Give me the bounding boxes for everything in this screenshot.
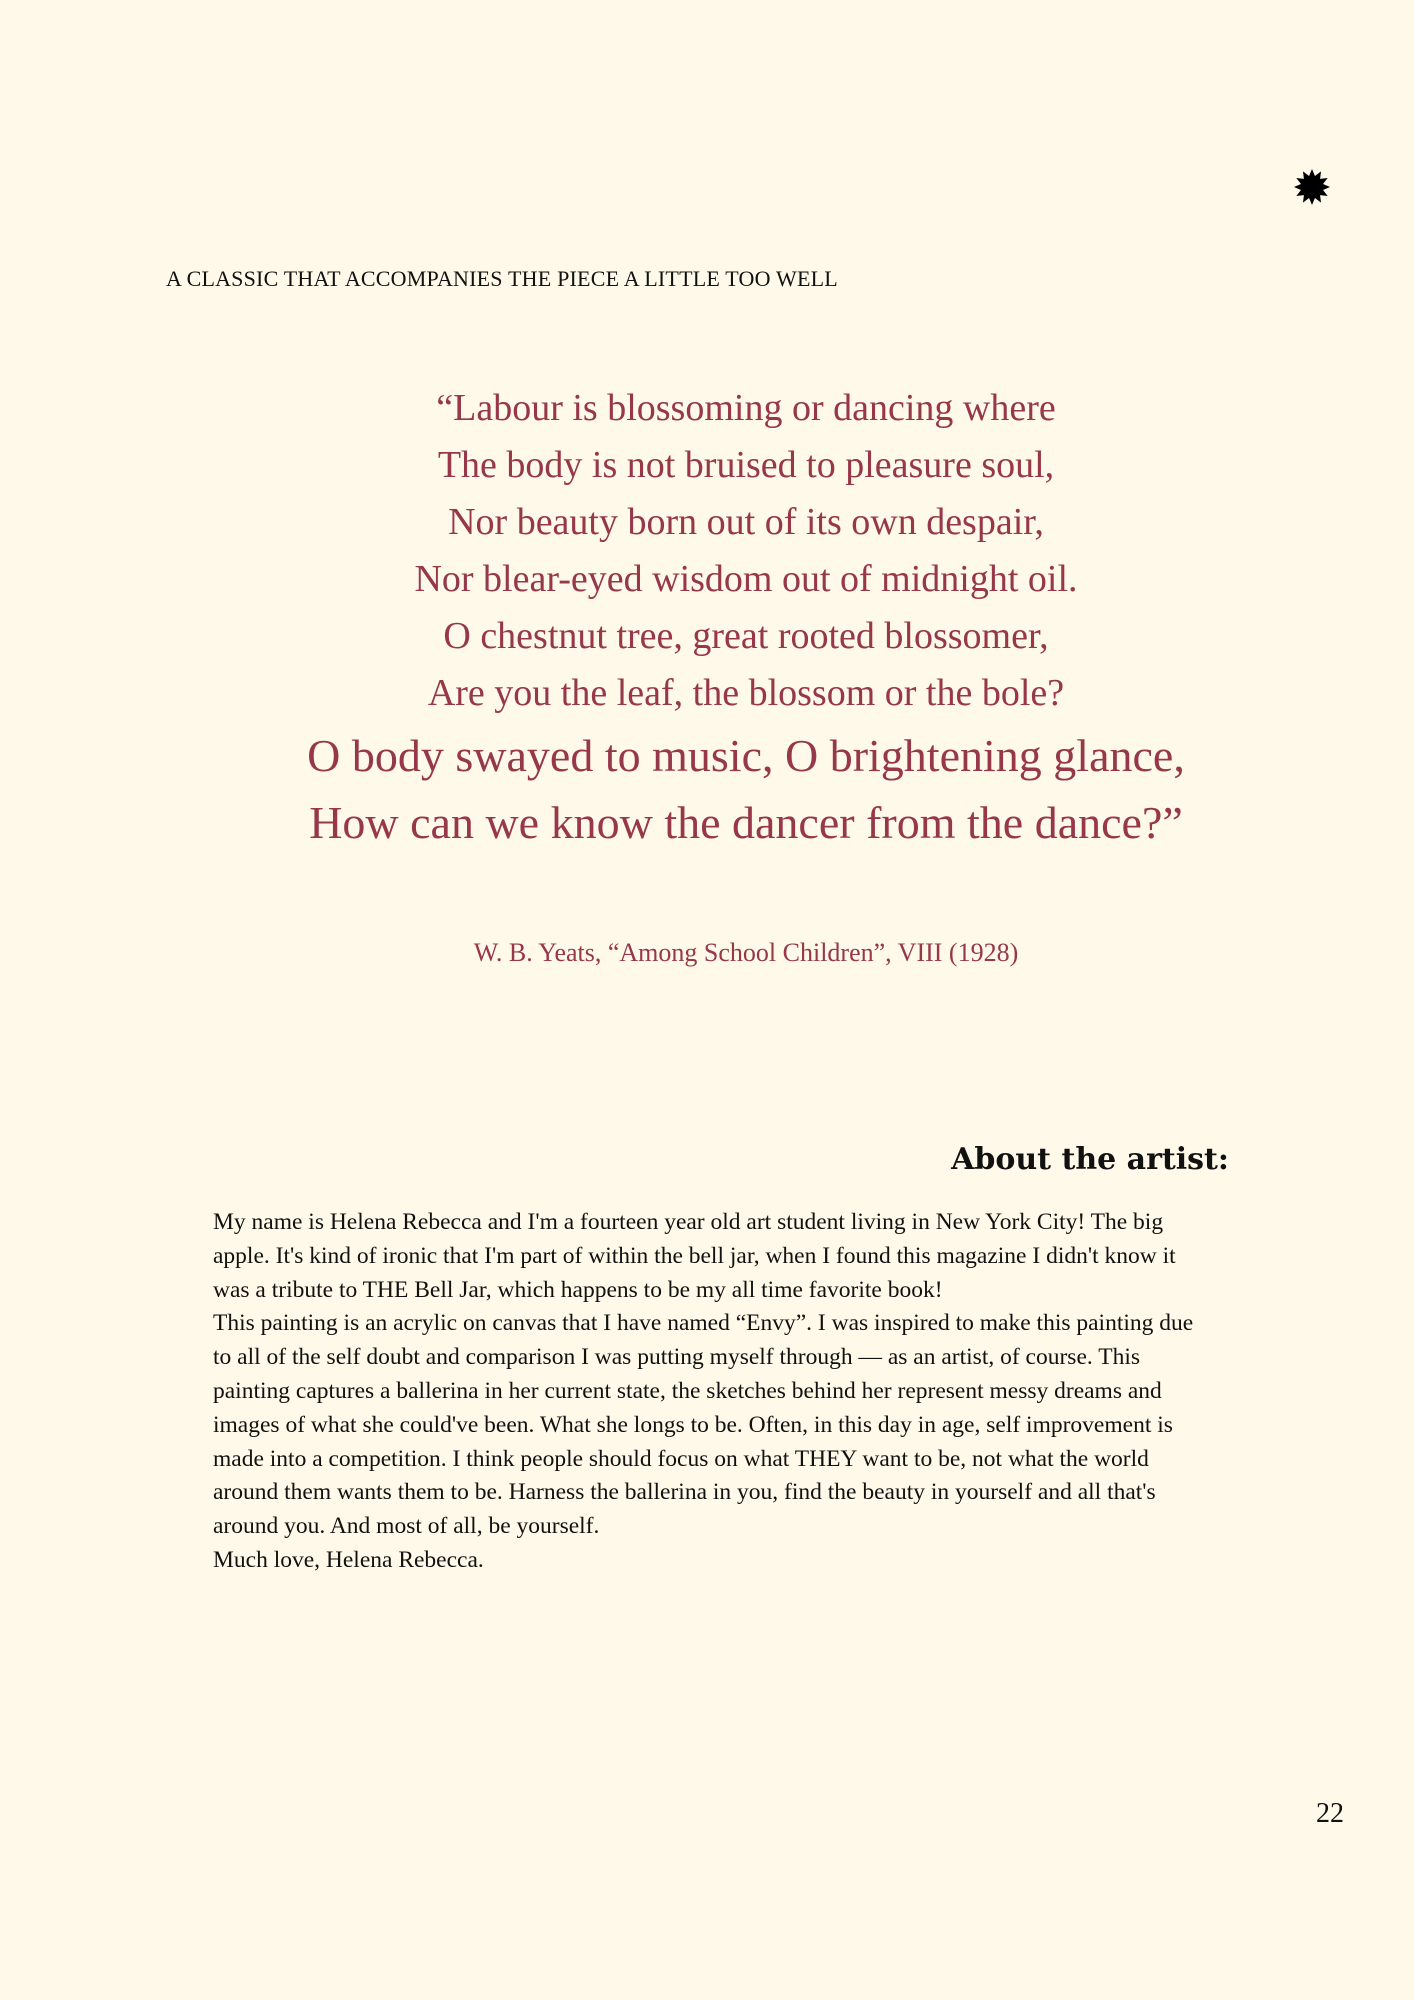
bio-paragraph: My name is Helena Rebecca and I'm a fourteen year old art student living in New York City! The big apple. It's kind of ironic that I'm part of within the bell jar, when I found this magazine I didn't know it was a tribute to THE Bell Jar, which happens to be my all time favorite book! xyxy=(213,1209,1176,1303)
poem-line: O body swayed to music, O brightening glance, xyxy=(307,730,1185,781)
poem-line: How can we know the dancer from the dance?” xyxy=(309,797,1183,848)
page-number: 22 xyxy=(1316,1798,1344,1829)
poem-line: Nor beauty born out of its own despair, xyxy=(448,501,1044,543)
about-heading: About the artist: xyxy=(951,1142,1229,1177)
starburst-icon xyxy=(1293,168,1331,206)
bio-paragraph: This painting is an acrylic on canvas that I have named “Envy”. I was inspired to make this painting due to all of the self doubt and comparison I was putting myself through — as an artist, of course. This painting captures a ballerina in her current state, the sketches behind her represent messy dreams and images of what she could've been. What she longs to be. Often, in this day in age, self improvement is made into a competition. I think people should focus on what THEY want to be, not what the world around them wants them to be. Harness the ballerina in you, find the beauty in yourself and all that's around you. And most of all, be yourself. xyxy=(213,1310,1194,1540)
poem-line: Are you the leaf, the blossom or the bole? xyxy=(427,672,1065,714)
poem-attribution: W. B. Yeats, “Among School Children”, VIII (1928) xyxy=(473,938,1019,967)
bio-signoff: Much love, Helena Rebecca. xyxy=(213,1546,484,1573)
poem-line: “Labour is blossoming or dancing where xyxy=(436,387,1056,429)
section-kicker: A CLASSIC THAT ACCOMPANIES THE PIECE A LITTLE TOO WELL xyxy=(166,266,838,291)
poem-line: O chestnut tree, great rooted blossomer, xyxy=(443,615,1049,657)
poem-quote xyxy=(200,380,1292,856)
artist-bio xyxy=(213,1206,1213,1578)
poem-line: The body is not bruised to pleasure soul, xyxy=(437,444,1055,486)
poem-line: Nor blear-eyed wisdom out of midnight oil. xyxy=(414,558,1078,600)
